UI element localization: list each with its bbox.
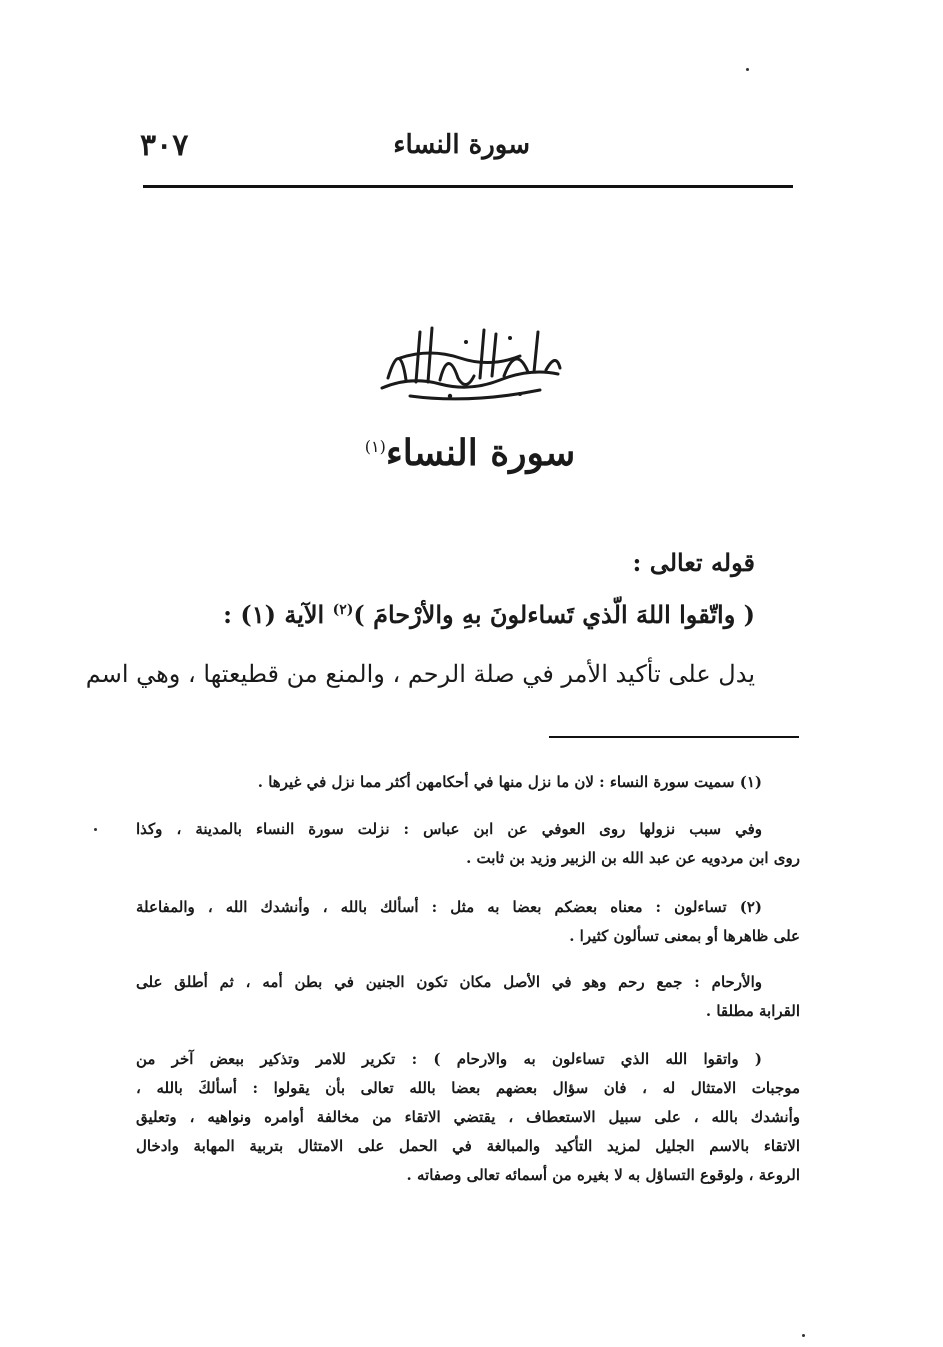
footnote-line: روى ابن مردويه عن عبد الله بن الزبير وزيد بن ثابت . [466, 849, 800, 867]
footnote-2-commentary [136, 1045, 800, 1190]
verse-suffix: الآية (١) : [223, 600, 325, 629]
footnote-line: (١) سميت سورة النساء : لان ما نزل منها في أحكامهن أكثر مما نزل في غيرها . [257, 773, 762, 791]
footnote-line: الاتقاء بالاسم الجليل لمزيد التأكيد والمبالغة في الحمل على الامتثال بتربية المهابة وادخال [136, 1137, 800, 1155]
scan-speck [802, 1334, 805, 1337]
basmala-calligraphy-image [370, 318, 570, 404]
verse-footnote-ref: (٢) [332, 602, 354, 618]
footnote-line: ( واتقوا الله الذي تساءلون به والارحام ) : تكرير للامر وتذكير ببعض آخر من [136, 1050, 762, 1068]
header-rule [143, 185, 793, 188]
footnote-line: موجبات الامتثال له ، فان سؤال بعضهم بعضا بالله تعالى بأن يقولوا : أسألكَ بالله ، [136, 1079, 800, 1097]
footnote-1-continued [136, 815, 800, 873]
footnote-1 [136, 768, 800, 797]
footnote-line: على ظاهرها أو بمعنى تسألون كثيرا . [569, 927, 800, 945]
footnote-2 [136, 893, 800, 951]
running-title: سورة النساء [393, 130, 530, 160]
footnote-line: (٢) تساءلون : معناه بعضكم بعضا به مثل : أسألك بالله ، وأنشدك الله ، والمفاعلة [136, 898, 762, 916]
page-number: ٣٠٧ [140, 128, 189, 163]
verse-text: ( واتّقوا اللهَ الّذي تَساءلونَ بهِ والأرْحامَ ) [353, 600, 755, 629]
body-text-line: يدل على تأكيد الأمر في صلة الرحم ، والمنع من قطيعتها ، وهي اسم [85, 660, 755, 688]
footnote-line: القرابة مطلقا . [705, 1002, 800, 1020]
basmala-calligraphy [370, 318, 570, 404]
intro-line: قوله تعالى : [632, 548, 755, 577]
footnote-line: وفي سبب نزولها روى العوفي عن ابن عباس : نزلت سورة النساء بالمدينة ، وكذا [136, 820, 762, 838]
scan-speck [746, 68, 749, 71]
surah-heading [300, 432, 640, 474]
footnote-line: الروعة ، ولوقوع التساؤل به لا بغيره من أسمائه تعالى وصفاته . [406, 1166, 800, 1184]
footnote-line: وأنشدك بالله ، على سبيل الاستعطاف ، يقتضي الاتقاء من مخالفة أوامره ونواهيه ، وتعليق [136, 1108, 800, 1126]
surah-title: سورة النساء [385, 432, 576, 474]
scan-speck [94, 828, 97, 831]
footnote-separator [549, 736, 799, 738]
surah-footnote-ref: (١) [364, 437, 386, 456]
footnote-2-arham [136, 968, 800, 1026]
page-header [140, 128, 800, 172]
footnote-line: والأرحام : جمع رحم وهو في الأصل مكان تكون الجنين في بطن أمه ، ثم أطلق على [136, 973, 762, 991]
verse-line [140, 600, 755, 629]
